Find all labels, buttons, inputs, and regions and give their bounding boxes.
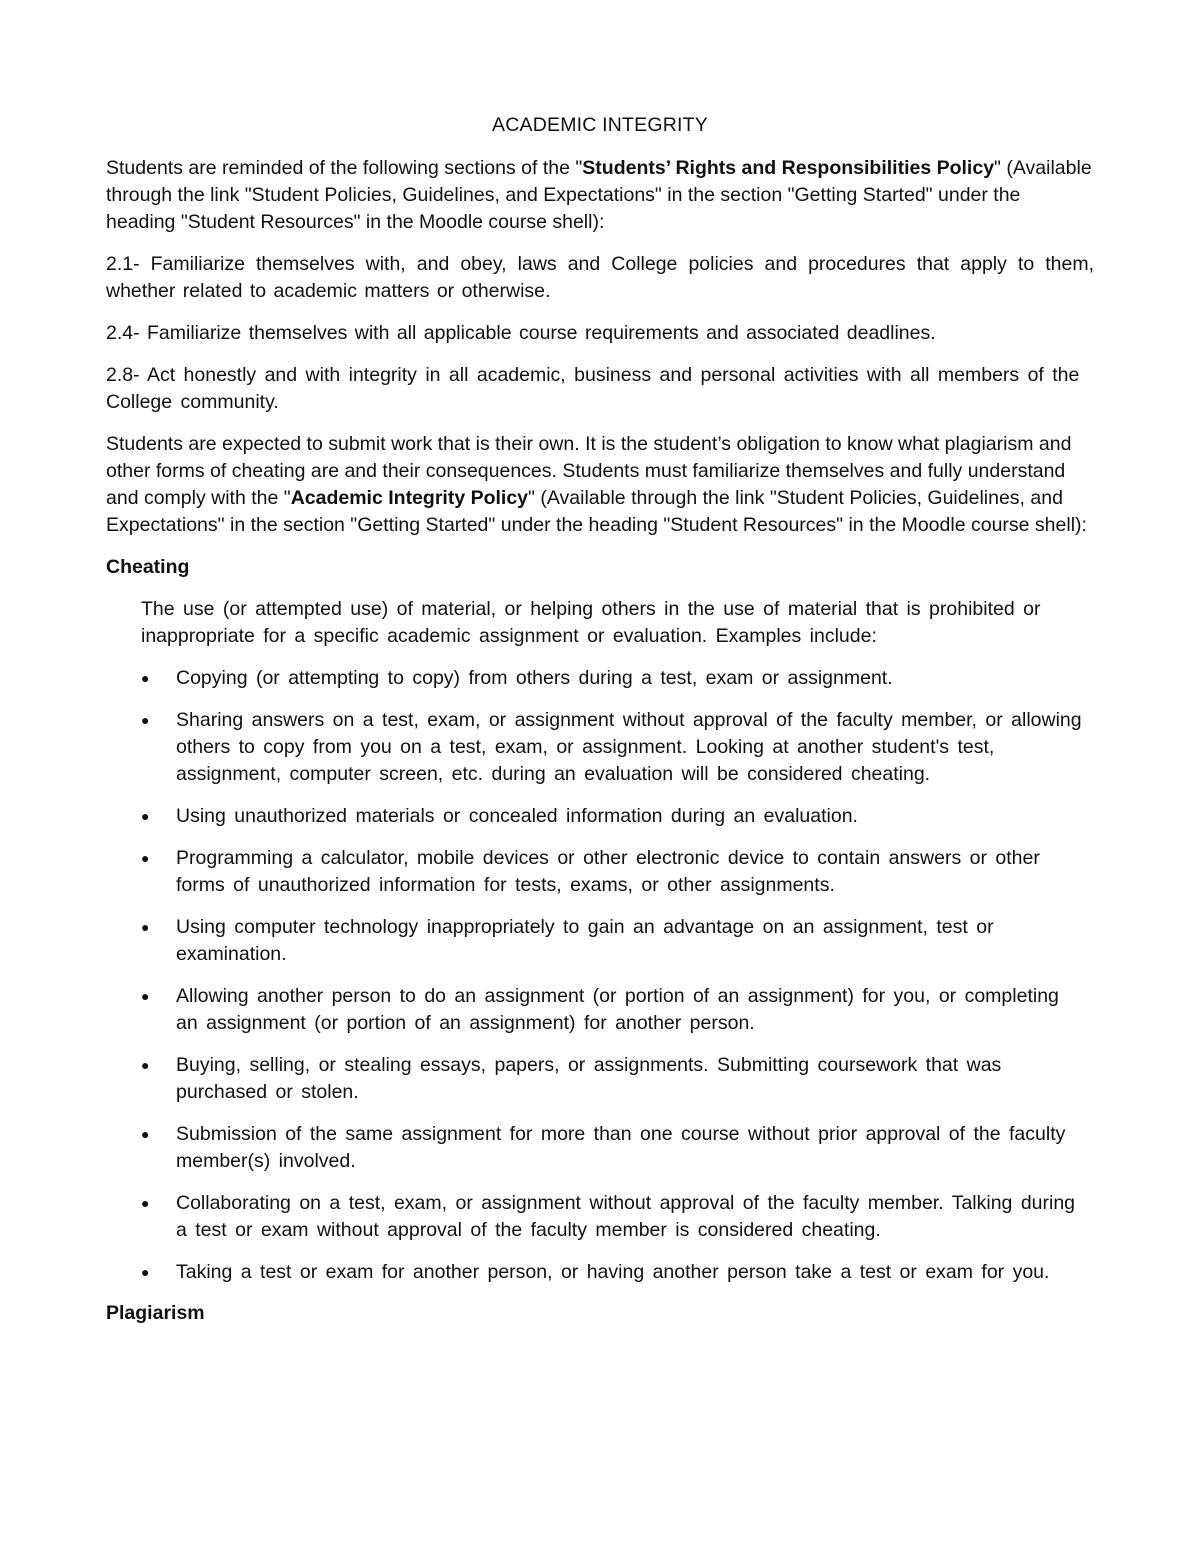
bullet-icon: ●	[141, 808, 150, 824]
document-page	[106, 112, 1094, 1342]
plagiarism-heading: Plagiarism	[106, 1302, 205, 1324]
list-item: ● Collaborating on a test, exam, or assignment without approval of the faculty member. Talking during a test or exam without approval of the faculty member is considered cheating.	[141, 1192, 1076, 1241]
list-item: ● Allowing another person to do an assignment (or portion of an assignment) for you, or completing an assignment (or portion of an assignment) for another person.	[141, 985, 1059, 1034]
bullet-icon: ●	[141, 919, 150, 935]
bullet-icon: ●	[141, 988, 150, 1004]
cheating-definition: The use (or attempted use) of material, or helping others in the use of material that is prohibited or inappropriate for a specific academic assignment or evaluation. Examples include:	[141, 598, 1041, 647]
section-2-1: 2.1- Familiarize themselves with, and obey, laws and College policies and procedures that apply to them, whether related to academic matters or otherwise.	[106, 253, 1094, 302]
bullet-icon: ●	[141, 1264, 150, 1280]
bullet-icon: ●	[141, 1057, 150, 1073]
list-item: ● Copying (or attempting to copy) from others during a test, exam or assignment.	[176, 665, 1094, 692]
rights-policy-name: Students’ Rights and Responsibilities Policy	[582, 157, 995, 179]
cheating-examples-list	[106, 665, 1094, 1286]
list-item: ● Using computer technology inappropriately to gain an advantage on an assignment, test or examination.	[141, 916, 994, 965]
cheating-heading: Cheating	[106, 556, 190, 578]
integrity-policy-name: Academic Integrity Policy	[290, 487, 529, 509]
bullet-icon: ●	[141, 670, 150, 686]
list-item: ● Taking a test or exam for another person, or having another person take a test or exam for you.	[176, 1259, 1094, 1286]
expectation-text-end: " (Available through the link "Student Policies, Guidelines, and Expectations" in the section "Getting Started" under the heading "Student Resources" in the Moodle course shell):	[106, 487, 1087, 536]
section-2-8: 2.8- Act honestly and with integrity in all academic, business and personal activities with all members of the College community.	[106, 364, 1080, 413]
bullet-icon: ●	[141, 1195, 150, 1211]
bullet-icon: ●	[141, 850, 150, 866]
bullet-icon: ●	[141, 1126, 150, 1142]
list-item: ● Buying, selling, or stealing essays, papers, or assignments. Submitting coursework that was purchased or stolen.	[141, 1054, 1002, 1103]
list-item: ● Using unauthorized materials or concealed information during an evaluation.	[176, 803, 1094, 830]
intro-paragraph	[106, 155, 1094, 236]
intro-text-end: " (Available through the link "Student Policies, Guidelines, and Expectations" in the section "Getting Started" under the heading "Student Resources" in the Moodle course shell):	[106, 157, 1092, 233]
section-2-4: 2.4- Familiarize themselves with all applicable course requirements and associated deadlines.	[106, 322, 936, 344]
list-item: ● Programming a calculator, mobile devices or other electronic device to contain answers or other forms of unauthorized information for tests, exams, or other assignments.	[141, 847, 1040, 896]
expectation-paragraph	[106, 431, 1094, 539]
list-item: ● Submission of the same assignment for more than one course without prior approval of the faculty member(s) involved.	[141, 1123, 1066, 1172]
bullet-icon: ●	[141, 712, 150, 728]
list-item: ● Sharing answers on a test, exam, or assignment without approval of the faculty member, or allowing others to copy from you on a test, exam, or assignment. Looking at another student's test, assignment, computer screen, etc. during an evaluation will be considered cheating.	[141, 709, 1082, 785]
intro-text-start: Students are reminded of the following sections of the "	[106, 157, 583, 179]
expectation-text-start: Students are expected to submit work that is their own. It is the student’s obligation to know what plagiarism and other forms of cheating are and their consequences. Students must familiarize themselves and fully understand and comply with the "	[106, 433, 1072, 509]
document-title: ACADEMIC INTEGRITY	[492, 114, 708, 136]
